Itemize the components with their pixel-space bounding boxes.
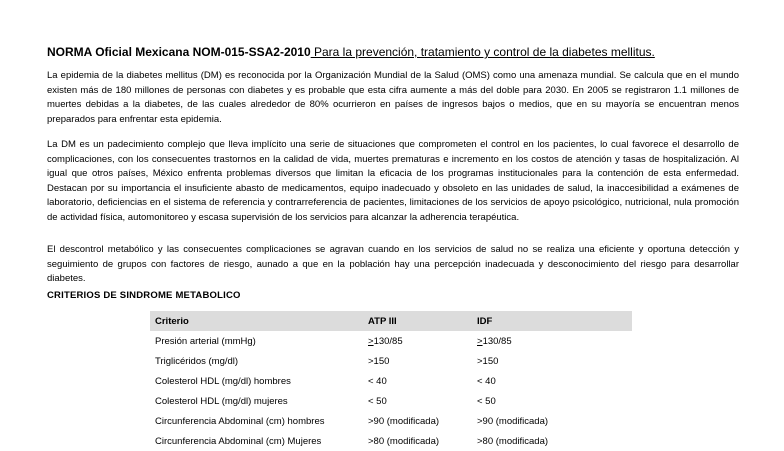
cell-criterio: Colesterol HDL (mg/dl) hombres <box>155 375 291 387</box>
paragraph-3: El descontrol metabólico y las consecuentes complicaciones se agravan cuando en los servicios de salud no se realiza una eficiente y oportuna detección y seguimiento de grupos con factores de riesgo, aunado a que en la población hay una percepción inadecuada y desconocimiento del riesgo para desarrollar diabetes. <box>47 244 739 284</box>
document-title <box>47 45 767 59</box>
cell-criterio: Circunferencia Abdominal (cm) hombres <box>155 415 325 427</box>
header-criterio: Criterio <box>150 311 363 331</box>
header-atp: ATP III <box>363 311 472 331</box>
table-row <box>150 391 632 411</box>
section-title: CRITERIOS DE SINDROME METABOLICO <box>47 290 241 301</box>
header-idf: IDF <box>472 311 632 331</box>
paragraph-2: La DM es un padecimiento complejo que lleva implícito una serie de situaciones que comprometen el control en los pacientes, lo cual favorece el desarrollo de complicaciones, con los consecuentes trastornos en la calidad de vida, muertes prematuras e incremento en los costos de atención y tasas de hospitalización. Al igual que otros países, México enfrenta problemas diversos que limitan la eficacia de los programas institucionales para la contención de esta enfermedad. Destacan por su importancia el insuficiente abasto de medicamentos, equipo inadecuado y obsoleto en las unidades de salud, la inaccesibilidad a exámenes de laboratorio, deficiencias en el sistema de referencia y contrarreferencia de pacientes, limitaciones de los servicios de apoyo psicológico, nutricional, nula promoción de actividad física, automonitoreo y escasa supervisión de los servicios para alcanzar la adherencia terapéutica. <box>47 139 739 223</box>
cell-criterio: Colesterol HDL (mg/dl) mujeres <box>155 395 288 407</box>
cell-atp-symbol: > <box>368 335 374 347</box>
title-subject: Para la prevención, tratamiento y control de la diabetes mellitus. <box>310 45 655 59</box>
cell-atp: < 40 <box>368 375 387 387</box>
table-row <box>150 411 632 431</box>
cell-idf-symbol: > <box>477 335 483 347</box>
title-norm-code: NORMA Oficial Mexicana NOM-015-SSA2-2010 <box>47 45 311 59</box>
cell-criterio: Circunferencia Abdominal (cm) Mujeres <box>155 435 322 447</box>
table-header-row <box>150 311 632 331</box>
table-row <box>150 331 632 351</box>
cell-atp: >80 (modificada) <box>368 435 440 447</box>
cell-idf: < 40 <box>477 375 496 387</box>
cell-atp: < 50 <box>368 395 387 407</box>
table-row <box>150 371 632 391</box>
cell-idf: >80 (modificada) <box>477 435 549 447</box>
cell-idf: < 50 <box>477 395 496 407</box>
criteria-table <box>150 311 632 451</box>
paragraph-1: La epidemia de la diabetes mellitus (DM) es reconocida por la Organización Mundial de la Salud (OMS) como una amenaza mundial. Se calcula que en el mundo existen más de 180 millones de personas con diabetes y es probable que esta cifra aumente a más del doble para 2030. En 2005 se registraron 1.1 millones de muertes debidas a la diabetes, de las cuales alrededor de 80% ocurrieron en países de ingresos bajos o medios, que en su mayoría se encuentran menos preparados para enfrentar esta epidemia. <box>47 70 739 125</box>
table-row <box>150 431 632 451</box>
cell-idf: >150 <box>477 355 499 367</box>
cell-atp: >90 (modificada) <box>368 415 440 427</box>
cell-idf: >90 (modificada) <box>477 415 549 427</box>
cell-atp-value: 130/85 <box>373 335 403 347</box>
cell-idf <box>472 331 632 351</box>
cell-criterio: Triglicéridos (mg/dl) <box>155 355 239 367</box>
cell-criterio: Presión arterial (mmHg) <box>155 335 256 347</box>
table-row <box>150 351 632 371</box>
cell-atp: >150 <box>368 355 390 367</box>
cell-idf-value: 130/85 <box>482 335 512 347</box>
cell-atp <box>363 331 472 351</box>
